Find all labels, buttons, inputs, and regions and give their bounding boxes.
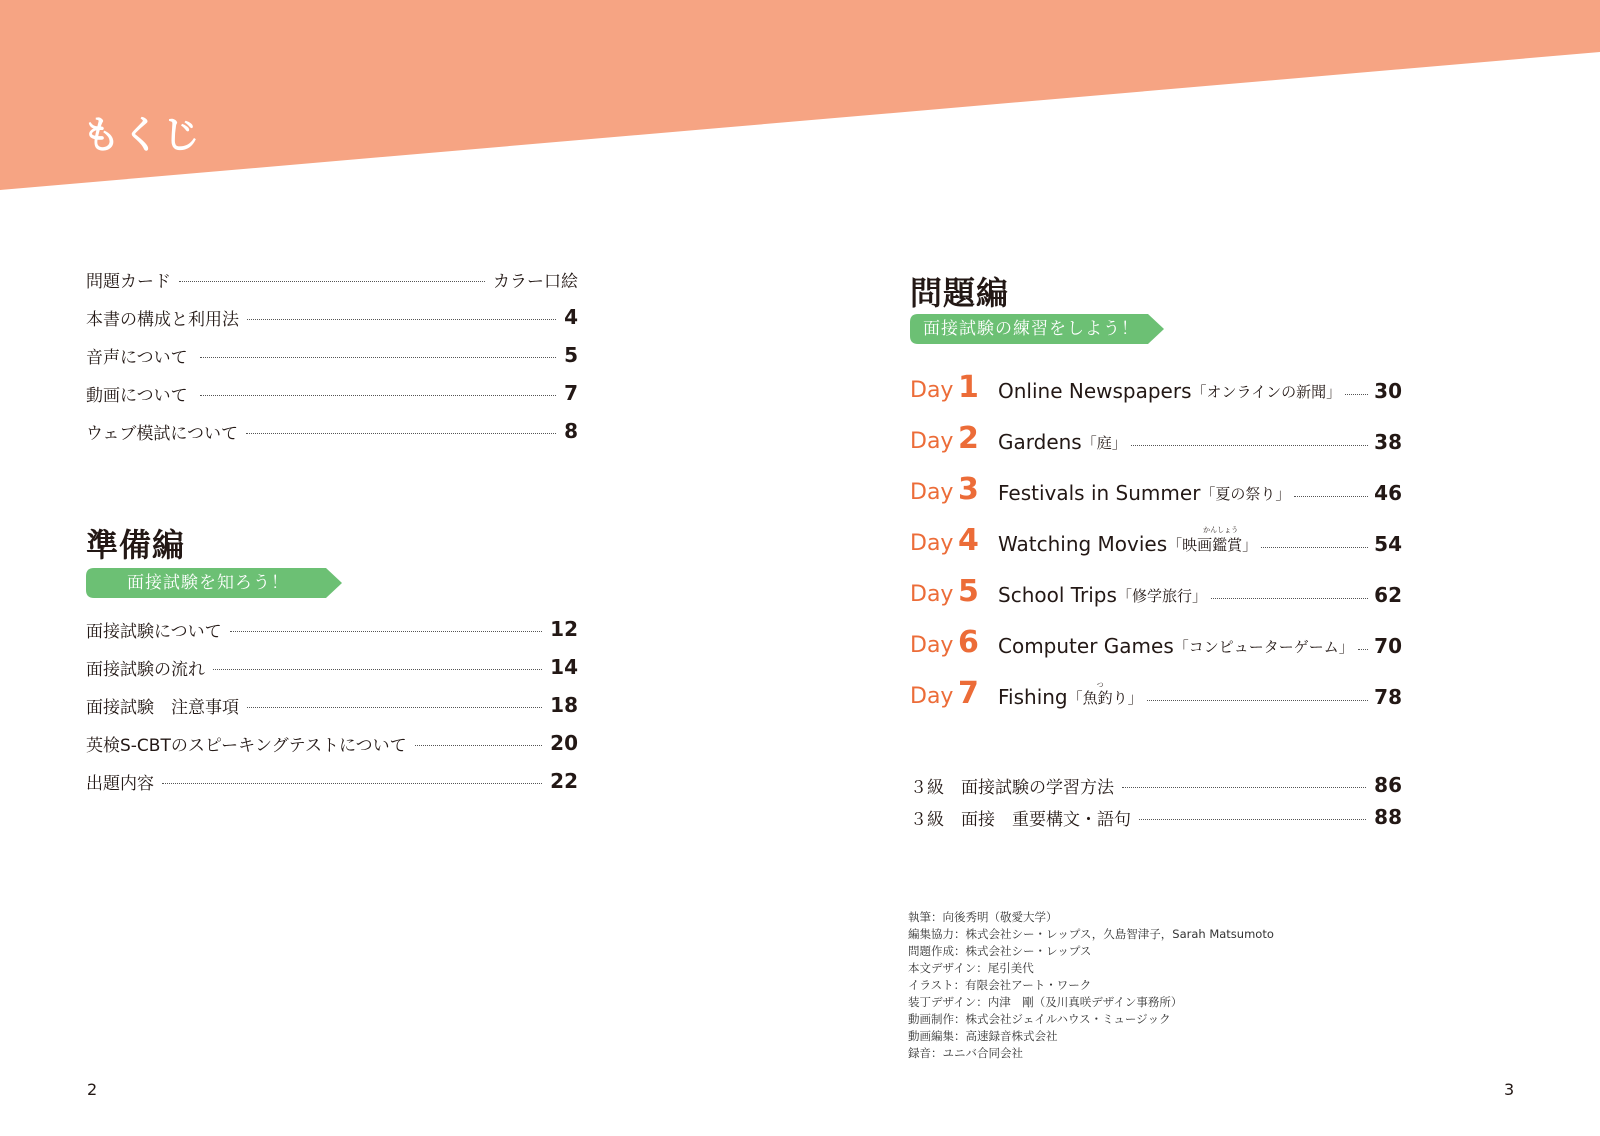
day-title-jp: 「修学旅行」 <box>1116 586 1207 605</box>
page-title: もくじ <box>82 113 203 157</box>
day-number: 5 <box>958 573 979 609</box>
leader-dots <box>1211 598 1368 599</box>
leader-dots <box>247 707 542 708</box>
day-entry-2[interactable] <box>910 413 1402 456</box>
day-title: Online Newspapers <box>998 379 1192 403</box>
day-page: 70 <box>1374 634 1402 658</box>
credit-line: 録音：ユニバ合同会社 <box>908 1046 1023 1060</box>
toc-entry-label: 面接試験の流れ <box>86 659 205 680</box>
toc-entry-key-phrases[interactable] <box>910 802 1402 832</box>
toc-entry-web-test[interactable] <box>86 416 578 446</box>
day-title: Watching Movies <box>998 532 1168 556</box>
prep-section-tag <box>86 568 342 598</box>
day-page: 46 <box>1374 481 1402 505</box>
toc-entry-label: 出題内容 <box>86 773 154 794</box>
day-entry-6[interactable] <box>910 617 1402 660</box>
day-title-jp <box>1167 525 1258 556</box>
day-title: Fishing <box>998 685 1068 709</box>
toc-entry-video[interactable] <box>86 378 578 408</box>
day-title: School Trips <box>998 583 1117 607</box>
day-title: Computer Games <box>998 634 1174 658</box>
day-label: Day <box>910 582 954 607</box>
problems-tag-label: 面接試験の練習をしよう！ <box>923 319 1139 339</box>
toc-entry-label: ３級 面接試験の学習方法 <box>910 777 1114 798</box>
day-number: 1 <box>958 369 979 405</box>
leader-dots <box>1345 394 1368 395</box>
day-number: 6 <box>958 624 979 660</box>
toc-entry-label: ウェブ模試について <box>86 423 238 444</box>
day-number: 3 <box>958 471 979 507</box>
day-number: 4 <box>958 522 979 558</box>
toc-entry-page: 14 <box>550 655 578 679</box>
toc-entry-audio[interactable] <box>86 340 578 370</box>
toc-entry-page: 88 <box>1374 805 1402 829</box>
day-title-jp-text: 「映画鑑賞」 <box>1167 535 1258 554</box>
extras-toc <box>910 770 1402 840</box>
toc-entry-label: 面接試験 注意事項 <box>86 697 239 718</box>
credit-line: 動画制作：株式会社ジェイルハウス・ミュージック <box>908 1012 1171 1026</box>
leader-dots <box>213 669 542 670</box>
leader-dots <box>246 433 556 434</box>
leader-dots <box>200 357 556 358</box>
credit-line: イラスト：有限会社アート・ワーク <box>908 978 1092 992</box>
toc-entry-problem-cards[interactable] <box>86 264 578 294</box>
toc-entry-scbt[interactable] <box>86 728 578 758</box>
day-entry-4[interactable] <box>910 515 1402 558</box>
toc-entry-study-method[interactable] <box>910 770 1402 800</box>
leader-dots <box>200 395 556 396</box>
day-title: Gardens <box>998 430 1082 454</box>
toc-entry-content[interactable] <box>86 766 578 796</box>
day-entry-1[interactable] <box>910 362 1402 405</box>
page-number-left: 2 <box>87 1080 98 1099</box>
day-label: Day <box>910 480 954 505</box>
day-page: 38 <box>1374 430 1402 454</box>
toc-entry-interview-notes[interactable] <box>86 690 578 720</box>
days-toc <box>910 362 1402 712</box>
toc-entry-label: 音声について <box>86 347 188 368</box>
toc-entry-page: 18 <box>550 693 578 717</box>
leader-dots <box>1139 819 1366 820</box>
toc-entry-interview-about[interactable] <box>86 614 578 644</box>
leader-dots <box>179 281 485 282</box>
day-label: Day <box>910 429 954 454</box>
toc-entry-page: 20 <box>550 731 578 755</box>
day-entry-5[interactable] <box>910 566 1402 609</box>
toc-entry-label: 面接試験について <box>86 621 222 642</box>
toc-entry-page: 22 <box>550 769 578 793</box>
credit-line: 動画編集：高速録音株式会社 <box>908 1029 1058 1043</box>
toc-entry-page: カラー口絵 <box>493 271 578 292</box>
toc-entry-page: 7 <box>564 381 578 405</box>
leader-dots <box>1147 700 1369 701</box>
day-title-jp <box>1067 680 1143 709</box>
day-page: 54 <box>1374 532 1402 556</box>
toc-entry-label: ３級 面接 重要構文・語句 <box>910 809 1131 830</box>
day-title-jp-text: 「魚釣り」 <box>1067 688 1143 707</box>
day-page: 62 <box>1374 583 1402 607</box>
day-label: Day <box>910 684 954 709</box>
toc-entry-interview-flow[interactable] <box>86 652 578 682</box>
day-entry-7[interactable] <box>910 668 1402 711</box>
credit-line: 本文デザイン：尾引美代 <box>908 961 1034 975</box>
leader-dots <box>415 745 543 746</box>
day-title-jp: 「コンピューターゲーム」 <box>1173 637 1354 656</box>
toc-entry-label: 英検S-CBTのスピーキングテストについて <box>86 735 407 756</box>
leader-dots <box>1294 496 1368 497</box>
problems-section-tag <box>910 314 1164 344</box>
day-entry-3[interactable] <box>910 464 1402 507</box>
day-title: Festivals in Summer <box>998 481 1201 505</box>
day-number: 7 <box>958 675 979 711</box>
leader-dots <box>247 319 556 320</box>
leader-dots <box>162 783 542 784</box>
prep-toc <box>86 614 578 794</box>
day-title-jp: 「オンラインの新聞」 <box>1191 382 1342 401</box>
toc-entry-page: 86 <box>1374 773 1402 797</box>
credits <box>908 909 1274 1062</box>
toc-entry-page: 5 <box>564 343 578 367</box>
day-number: 2 <box>958 420 979 456</box>
toc-entry-label: 動画について <box>86 385 188 406</box>
toc-entry-label: 本書の構成と利用法 <box>86 309 239 330</box>
credit-line: 装丁デザイン：内津 剛（及川真咲デザイン事務所） <box>908 995 1183 1009</box>
furigana: つ <box>1096 680 1104 689</box>
day-label: Day <box>910 531 954 556</box>
day-page: 78 <box>1374 685 1402 709</box>
intro-toc <box>86 264 578 444</box>
toc-entry-page: 12 <box>550 617 578 641</box>
prep-tag-label: 面接試験を知ろう！ <box>127 573 289 593</box>
day-label: Day <box>910 378 954 403</box>
leader-dots <box>1358 649 1368 650</box>
credit-line: 問題作成：株式会社シー・レップス <box>908 944 1092 958</box>
prep-section-title: 準備編 <box>86 526 186 564</box>
leader-dots <box>1122 787 1366 788</box>
day-page: 30 <box>1374 379 1402 403</box>
toc-entry-page: 8 <box>564 419 578 443</box>
leader-dots <box>1261 547 1368 548</box>
problems-section-title: 問題編 <box>910 274 1010 312</box>
day-title-jp: 「夏の祭り」 <box>1200 484 1291 503</box>
toc-entry-page: 4 <box>564 305 578 329</box>
credit-line: 編集協力：株式会社シー・レップス，久島智津子，Sarah Matsumoto <box>908 927 1274 941</box>
day-label: Day <box>910 633 954 658</box>
furigana: かんしょう <box>1203 525 1239 534</box>
leader-dots <box>1131 445 1368 446</box>
header-banner <box>0 0 1600 200</box>
leader-dots <box>230 631 542 632</box>
toc-entry-structure[interactable] <box>86 302 578 332</box>
page-number-right: 3 <box>1504 1080 1515 1099</box>
day-title-jp: 「庭」 <box>1081 433 1127 452</box>
toc-entry-label: 問題カード <box>86 271 171 292</box>
credit-line: 執筆：向後秀明（敬愛大学） <box>908 910 1058 924</box>
